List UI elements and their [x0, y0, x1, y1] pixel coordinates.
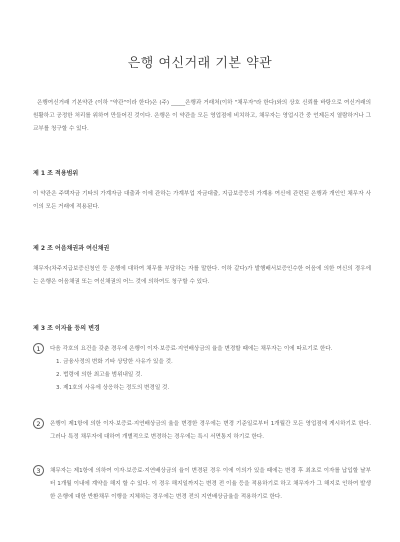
item-1-sub-2: 2. 법령에 의한 최고율 범위내일 것. — [56, 372, 143, 378]
article-3-item-3 — [33, 465, 371, 504]
item-1-sub-3: 3. 제1호의 사유에 상응하는 정도의 변경일 것. — [56, 385, 170, 391]
article-3-item-1 — [33, 343, 371, 395]
article-2-title: 제 2 조 어음채권과 여신채권 — [33, 245, 110, 252]
item-3-text: 채무자는 제1항에 의하여 이자·보증료·지연배상금의 율이 변경된 경우 이에 이의가 있을 때에는 변경 후 최초로 이자를 납입할 날부터 1개월 이내에 계약을 해지 할 수 있다. 이 경우 해지일까지는 변경 전 이율 등을 적용하기로 하고 채무자가 그 해지로 인하여 발생한 은행에 대한 반환채무 이행을 지체하는 경우에는 변경 전의 지연배상금율을 적용하기로 한다. — [50, 468, 371, 500]
article-3-title: 제 3 조 이자율 등의 변경 — [33, 325, 100, 332]
item-1-text: 다음 각호의 요건을 갖춘 경우에 은행이 이자·보증료·지연배상금의 율을 변경할 때에는 채무자는 이에 따르기로 한다. — [50, 346, 333, 352]
article-3-item-2 — [33, 418, 371, 444]
circled-number-3: 3 — [33, 465, 44, 476]
item-2-text: 은행이 제1항에 의한 이자·보증료·지연배상금의 율을 변경한 경우에는 변경 기준일로부터 1개월간 모든 영업점에 게시하기로 한다. 그러나 특정 채무자에 대하여 개별적으로 변경하는 경우에는 특시 서면통지 하기로 한다. — [50, 421, 371, 440]
article-1-body: 이 약관은 주택자금 기타의 가계자금 대출과 이에 관하는 가계부업 자금대출, 지급보증등의 가계용 여신에 관련된 은행과 개인인 채무자 사이의 모든 거래에 적용된다. — [33, 191, 371, 210]
circled-number-2: 2 — [33, 418, 44, 429]
article-1-title: 제 1 조 적용범위 — [33, 170, 79, 177]
item-1-sub-1: 1. 금융사정의 변화 기타 상당한 사유가 있을 것. — [56, 359, 173, 365]
circled-number-1: 1 — [33, 343, 44, 354]
intro-paragraph: 은행여신거래 기본약관 (이하 "약관"이라 한다)은 (주) _____은행과 거래처(이하 "채무자"라 한다)와의 상호 신뢰를 바탕으로 여신거래의 원활하고 공정한 처리를 위하여 만들어진 것이다. 은행은 이 약관을 모든 영업점에 비치하고, 채무자는 영업시간 중 언제든지 열람하거나 그 교부를 청구할 수 있다. — [33, 100, 371, 132]
document-title: 은행 여신거래 기본 약관 — [127, 56, 273, 71]
article-2-body: 채무자(차주지급보증신청인 등 은행에 대하여 채무를 부담하는 자를 말한다. 이하 같다)가 발행배서보증인수한 어음에 의한 여신의 경우에는 은행은 어음채권 또는 여신채권의 어느 것에 의하여도 청구할 수 있다. — [33, 266, 371, 285]
